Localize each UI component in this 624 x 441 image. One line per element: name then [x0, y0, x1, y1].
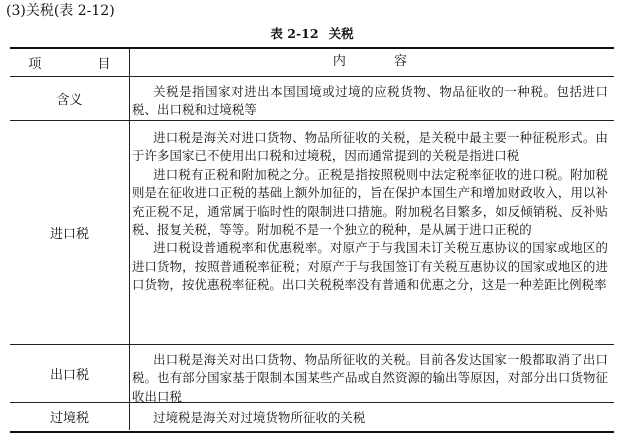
row-paragraph: 过境税是海关对过境货物所征收的关税 — [153, 410, 366, 425]
header-content — [132, 49, 608, 76]
row-paragraph: 进口税设普通税率和优惠税率。对原产于与我国未订关税互惠协议的国家或地区的进口货物，按照普通税率征税；对原产于与我国签订有关税互惠协议的国家或地区的进口货物，按优惠税率征税。出口关税税率没有普通和优惠之分，这是一种差距比例税率 — [132, 240, 608, 293]
row-content — [132, 403, 608, 430]
section-heading: (3)关税(表 2-12) — [6, 3, 115, 19]
row-content — [132, 345, 608, 402]
table-row-meaning — [10, 77, 614, 121]
table-header-row — [10, 49, 614, 77]
row-paragraph: 进口税有正税和附加税之分。正税是指按照税则中法定税率征收的进口税。附加税则是在征收进口正税的基础上额外加征的，旨在保护本国生产和增加财政收入，用以补充正税不足，通常属于临时性的限制进口措施。附加税名目繁多，如反倾销税、反补贴税、报复关税，等等。附加税不是一个独立的税种，是从属于进口正税的 — [132, 166, 608, 238]
row-paragraph: 出口税是海关对出口货物、物品所征收的关税。目前各发达国家一般都取消了出口税。也有部分国家基于限制本国某些产品或自然资源的输出等原因，对部分出口货物征收出口税 — [132, 352, 608, 404]
table-row-export-tax — [10, 345, 614, 403]
row-label: 进口税 — [10, 121, 130, 344]
table-title: 关税 — [328, 26, 354, 41]
table-row-transit-tax — [10, 403, 614, 430]
row-paragraph: 进口税是海关对进口货物、物品所征收的关税，是关税中最主要一种征税形式。由于许多国家已不使用出口税和过境税，因而通常提到的关税是指进口税 — [132, 130, 608, 164]
row-label: 过境税 — [10, 403, 130, 430]
header-item — [10, 49, 137, 76]
header-item-text: 项 目 — [28, 57, 137, 72]
row-content — [132, 121, 608, 344]
table-caption — [0, 26, 624, 42]
row-label: 出口税 — [10, 345, 130, 402]
table-number: 表 2-12 — [270, 26, 319, 41]
row-content — [132, 77, 608, 120]
table-row-import-tax — [10, 121, 614, 345]
row-label: 含义 — [10, 77, 130, 120]
tariff-table — [10, 47, 614, 433]
row-paragraph: 关税是指国家对进出本国国境或过境的应税货物、物品征收的一种税。包括进口税、出口税和过境税等 — [132, 84, 608, 118]
header-content-text: 内 容 — [332, 54, 430, 70]
